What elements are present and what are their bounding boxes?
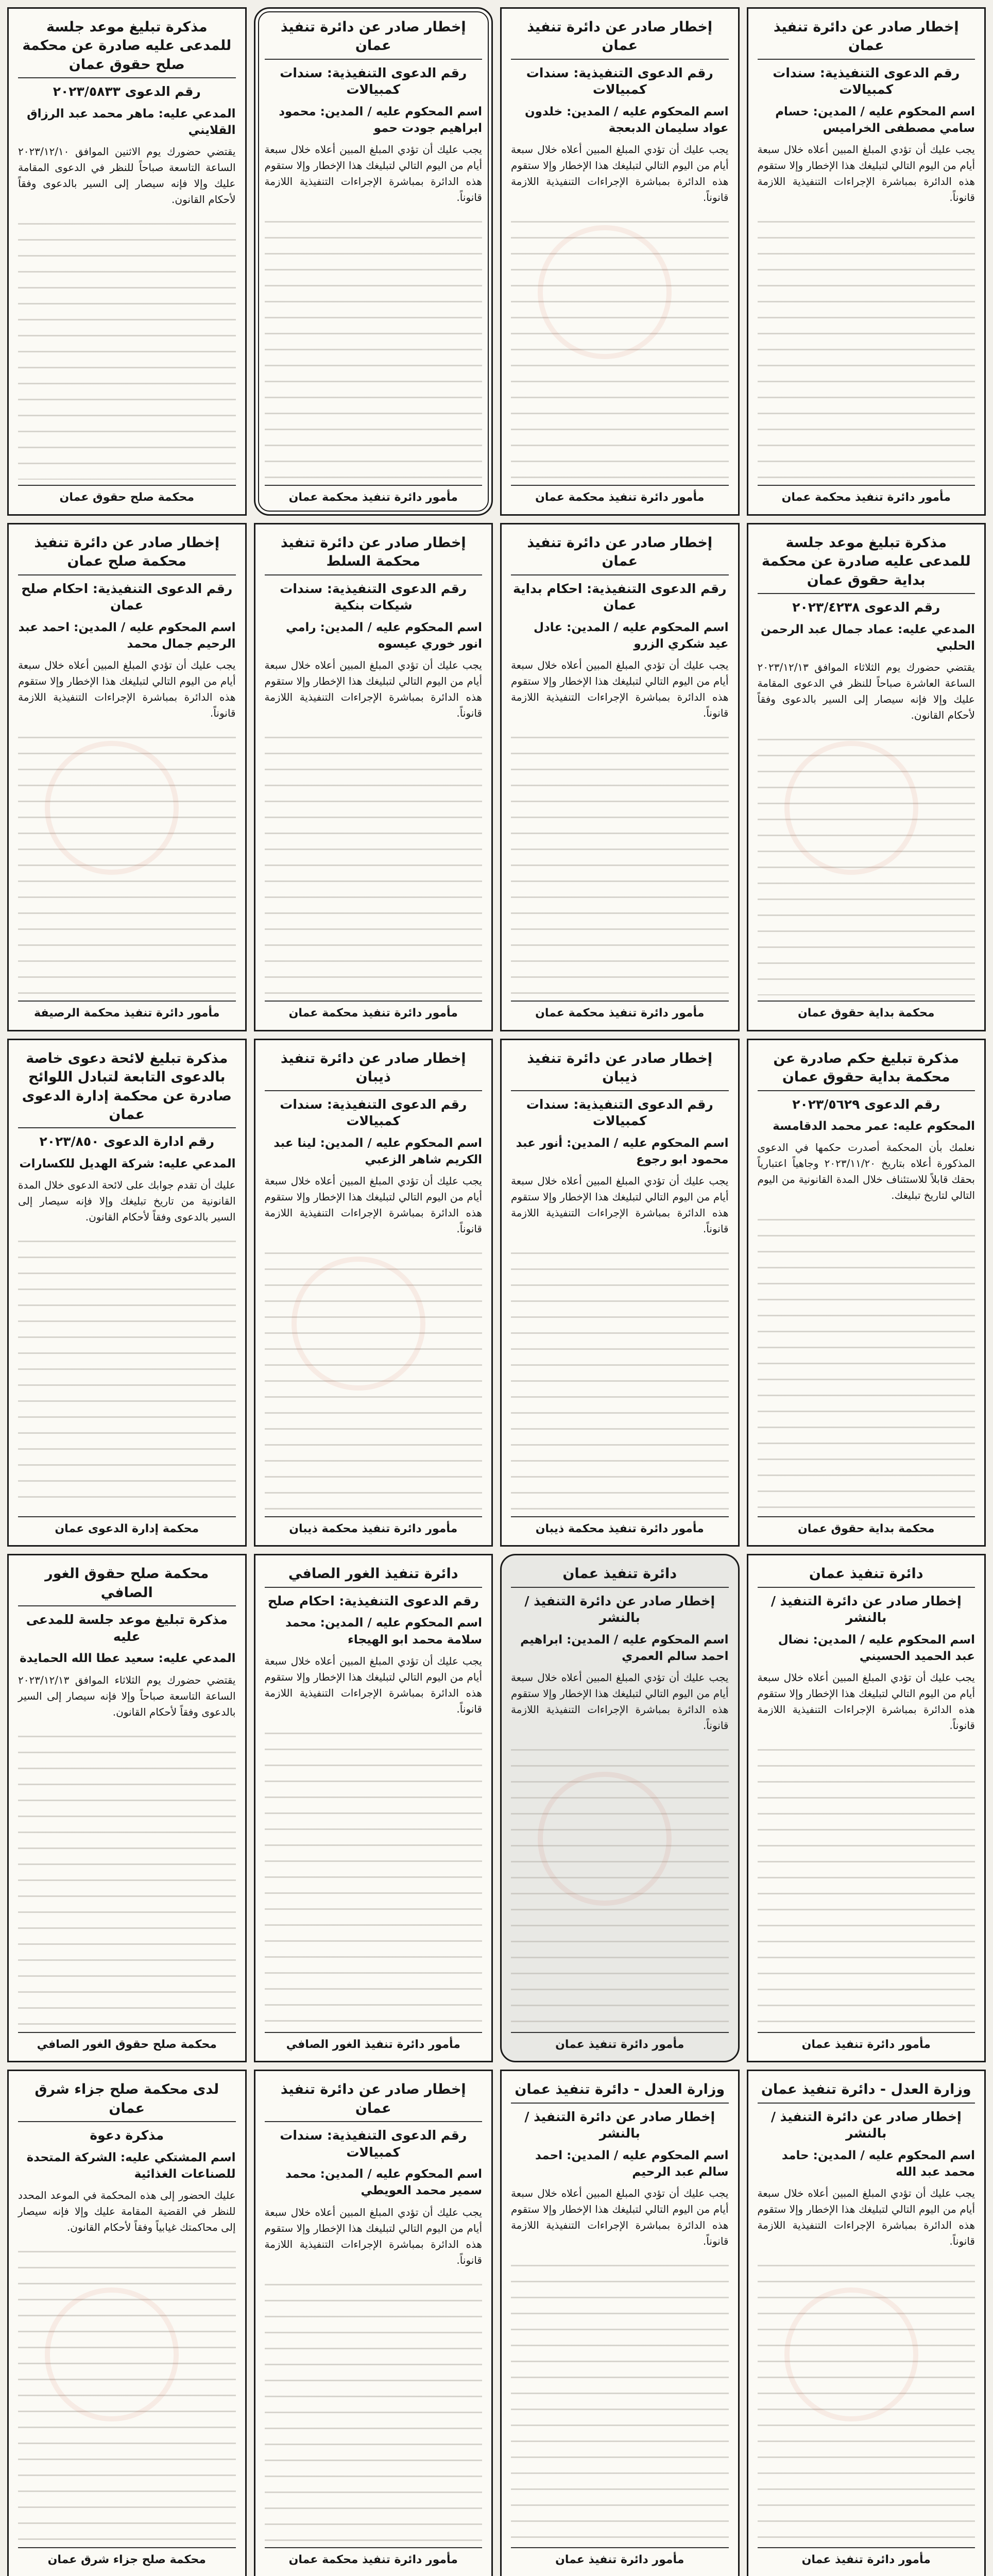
- notice-box: [7, 1039, 247, 1547]
- notice-ref: رقم الدعوى التنفيذية: سندات كمبيالات: [280, 65, 467, 97]
- notice-party: اسم المحكوم عليه / المدين: نضال عبد الحميد الحسيني: [778, 1633, 975, 1664]
- notice-box: [254, 1554, 493, 2062]
- notice-body: يجب عليك أن تؤدي المبلغ المبين أعلاه خلال سبعة أيام من اليوم التالي لتبليغك هذا الإخطار وإلا ستقوم هذه الدائرة بمباشرة الإجراءات التنفيذية اللازمة قانوناً.: [757, 1671, 975, 1732]
- notice-text-lines: [18, 1725, 236, 2027]
- notice-box: [500, 2070, 740, 2576]
- notice-box: [747, 523, 986, 1031]
- notice-body: عليك أن تقدم جوابك على لائحة الدعوى خلال المدة القانونية من تاريخ تبليغك وإلا فإنه سيصار إلى السير بالدعوى وفقاً لأحكام القانون.: [18, 1179, 236, 1224]
- notice-body: يجب عليك أن تؤدي المبلغ المبين أعلاه خلال سبعة أيام من اليوم التالي لتبليغك هذا الإخطار وإلا ستقوم هذه الدائرة بمباشرة الإجراءات التنفيذية اللازمة قانوناً.: [264, 1174, 482, 1235]
- notice-body: يقتضي حضورك يوم الثلاثاء الموافق ٢٠٢٣/١٢/١٣ الساعة التاسعة صباحاً وإلا فإنه سيصار إلى السير بالدعوى وفقاً لأحكام القانون.: [18, 1673, 236, 1718]
- notice-footer: محكمة بداية حقوق عمان: [758, 1001, 975, 1022]
- notice-title: إخطار صادر عن دائرة تنفيذ محكمة صلح عمان: [18, 534, 236, 575]
- notice-ref: رقم الدعوى التنفيذية: احكام بداية عمان: [512, 581, 727, 613]
- notice-text-lines: [265, 726, 483, 995]
- notice-ref: رقم الدعوى التنفيذية: سندات كمبيالات: [526, 1096, 713, 1129]
- notice-ref: رقم الدعوى التنفيذية: سندات شيكات بنكية: [280, 581, 467, 613]
- notice-footer: مأمور دائرة تنفيذ الغور الصافي: [265, 2032, 483, 2053]
- notice-text-lines: [511, 2255, 729, 2542]
- notice-party: اسم المحكوم عليه / المدين: محمود ابراهيم جودت حمو: [279, 105, 482, 135]
- notice-body: يجب عليك أن تؤدي المبلغ المبين أعلاه خلال سبعة أيام من اليوم التالي لتبليغك هذا الإخطار وإلا ستقوم هذه الدائرة بمباشرة الإجراءات التنفيذية اللازمة قانوناً.: [511, 1671, 729, 1732]
- notice-title: إخطار صادر عن دائرة تنفيذ محكمة السلط: [265, 534, 483, 575]
- notice-party: المدعي عليه: سعيد عطا الله الحمايدة: [20, 1652, 236, 1666]
- notice-text-lines: [511, 211, 729, 480]
- notice-text-lines: [18, 2241, 236, 2542]
- notice-footer: مأمور دائرة تنفيذ محكمة عمان: [265, 1001, 483, 1022]
- notice-body: يجب عليك أن تؤدي المبلغ المبين أعلاه خلال سبعة أيام من اليوم التالي لتبليغك هذا الإخطار وإلا ستقوم هذه الدائرة بمباشرة الإجراءات التنفيذية اللازمة قانوناً.: [511, 659, 729, 720]
- notice-body: يجب عليك أن تؤدي المبلغ المبين أعلاه خلال سبعة أيام من اليوم التالي لتبليغك هذا الإخطار وإلا ستقوم هذه الدائرة بمباشرة الإجراءات التنفيذية اللازمة قانوناً.: [18, 659, 236, 720]
- notice-box: [500, 7, 740, 516]
- notice-footer: محكمة صلح حقوق الغور الصافي: [18, 2032, 236, 2053]
- notice-text-lines: [18, 213, 236, 480]
- notice-body: يقتضي حضورك يوم الثلاثاء الموافق ٢٠٢٣/١٢/١٣ الساعة العاشرة صباحاً للنظر في الدعوى المقامة عليك وإلا فإنه سيصار إلى السير بالدعوى وفقاً لأحكام القانون.: [757, 661, 975, 722]
- notice-body: نعلمك بأن المحكمة أصدرت حكمها في الدعوى المذكورة أعلاه بتاريخ ٢٠٢٣/١١/٢٠ وجاهياً اعتبارياً بحقك قابلاً للاستئناف خلال المدة القانونية من اليوم التالي لتاريخ تبليغك.: [757, 1141, 975, 1202]
- notice-body: يجب عليك أن تؤدي المبلغ المبين أعلاه خلال سبعة أيام من اليوم التالي لتبليغك هذا الإخطار وإلا ستقوم هذه الدائرة بمباشرة الإجراءات التنفيذية اللازمة قانوناً.: [511, 143, 729, 204]
- notice-footer: محكمة صلح حقوق عمان: [18, 485, 236, 506]
- notice-footer: محكمة بداية حقوق عمان: [758, 1516, 975, 1537]
- notice-box: [500, 1039, 740, 1547]
- notice-footer: مأمور دائرة تنفيذ محكمة ذيبان: [511, 1516, 729, 1537]
- notice-title: إخطار صادر عن دائرة تنفيذ عمان: [511, 18, 729, 60]
- notice-party: اسم المحكوم عليه / المدين: محمد سلامة محمد ابو الهيجاء: [285, 1616, 482, 1647]
- notice-party: اسم المحكوم عليه / المدين: عادل عيد شكري الزرو: [534, 620, 729, 651]
- notice-footer: محكمة إدارة الدعوى عمان: [18, 1516, 236, 1537]
- notice-box: [254, 1039, 493, 1547]
- notice-title: وزارة العدل - دائرة تنفيذ عمان: [511, 2080, 729, 2103]
- notice-ref: إخطار صادر عن دائرة التنفيذ / بالنشر: [771, 1593, 962, 1625]
- notice-body: يجب عليك أن تؤدي المبلغ المبين أعلاه خلال سبعة أيام من اليوم التالي لتبليغك هذا الإخطار وإلا ستقوم هذه الدائرة بمباشرة الإجراءات التنفيذية اللازمة قانوناً.: [264, 1654, 482, 1715]
- notice-title: مذكرة تبليغ حكم صادرة عن محكمة بداية حقوق عمان: [758, 1049, 975, 1091]
- notice-ref: رقم الدعوى التنفيذية: سندات كمبيالات: [280, 2128, 467, 2160]
- notice-text-lines: [265, 211, 483, 480]
- notice-text-lines: [758, 2255, 975, 2542]
- notice-party: اسم المحكوم عليه / المدين: أنور عبد محمود ابو رجوع: [516, 1136, 729, 1166]
- notice-title: دائرة تنفيذ عمان: [511, 1565, 729, 1587]
- notice-ref: رقم الدعوى التنفيذية: سندات كمبيالات: [280, 1096, 467, 1129]
- notice-ref: رقم الدعوى التنفيذية: احكام صلح: [267, 1593, 479, 1608]
- notice-box: [747, 7, 986, 516]
- notice-footer: مأمور دائرة تنفيذ عمان: [511, 2032, 729, 2053]
- notice-title: لدى محكمة صلح جزاء شرق عمان: [18, 2080, 236, 2122]
- notice-party: المدعي عليه: شركة الهديل للكسارات: [19, 1157, 236, 1171]
- notice-title: إخطار صادر عن دائرة تنفيذ عمان: [758, 18, 975, 60]
- notice-text-lines: [265, 1722, 483, 2027]
- notice-footer: مأمور دائرة تنفيذ محكمة ذيبان: [265, 1516, 483, 1537]
- notice-body: يجب عليك أن تؤدي المبلغ المبين أعلاه خلال سبعة أيام من اليوم التالي لتبليغك هذا الإخطار وإلا ستقوم هذه الدائرة بمباشرة الإجراءات التنفيذية اللازمة قانوناً.: [264, 659, 482, 720]
- notice-footer: محكمة صلح جزاء شرق عمان: [18, 2547, 236, 2568]
- notice-text-lines: [511, 1739, 729, 2026]
- notice-body: عليك الحضور إلى هذه المحكمة في الموعد المحدد للنظر في القضية المقامة عليك وإلا فإنه سيصار إلى محاكمتك غيابياً وفقاً لأحكام القانون.: [18, 2189, 236, 2234]
- notice-footer: مأمور دائرة تنفيذ محكمة عمان: [511, 1001, 729, 1022]
- notice-title: مذكرة تبليغ موعد جلسة للمدعى عليه صادرة عن محكمة بداية حقوق عمان: [758, 534, 975, 594]
- notice-text-lines: [758, 728, 975, 995]
- notice-body: يجب عليك أن تؤدي المبلغ المبين أعلاه خلال سبعة أيام من اليوم التالي لتبليغك هذا الإخطار وإلا ستقوم هذه الدائرة بمباشرة الإجراءات التنفيذية اللازمة قانوناً.: [511, 1174, 729, 1235]
- notice-party: المحكوم عليه: عمر محمد الدقامسة: [773, 1120, 975, 1133]
- notice-party: اسم المحكوم عليه / المدين: خلدون عواد سليمان الدبعجة: [524, 105, 729, 135]
- notice-box: [500, 1554, 740, 2062]
- notice-box: [500, 523, 740, 1031]
- notice-title: إخطار صادر عن دائرة تنفيذ عمان: [511, 534, 729, 575]
- notice-footer: مأمور دائرة تنفيذ محكمة عمان: [758, 485, 975, 506]
- notice-party: المدعي عليه: عماد جمال عبد الرحمن الحلبي: [761, 622, 975, 653]
- notice-footer: مأمور دائرة تنفيذ محكمة عمان: [265, 2547, 483, 2568]
- notice-party: اسم المحكوم عليه / المدين: ابراهيم احمد سالم العمري: [520, 1633, 729, 1664]
- notice-title: إخطار صادر عن دائرة تنفيذ عمان: [265, 2080, 483, 2122]
- notice-ref: رقم ادارة الدعوى ٢٠٢٣/٨٥٠: [39, 1134, 215, 1149]
- notice-body: يجب عليك أن تؤدي المبلغ المبين أعلاه خلال سبعة أيام من اليوم التالي لتبليغك هذا الإخطار وإلا ستقوم هذه الدائرة بمباشرة الإجراءات التنفيذية اللازمة قانوناً.: [511, 2187, 729, 2248]
- notice-party: اسم المشتكي عليه: الشركة المتحدة للصناعات الغذائية: [26, 2150, 236, 2181]
- notice-party: اسم المحكوم عليه / المدين: حامد محمد عبد الله: [781, 2148, 975, 2179]
- notice-title: وزارة العدل - دائرة تنفيذ عمان: [758, 2080, 975, 2103]
- notice-text-lines: [511, 726, 729, 995]
- notice-text-lines: [511, 1242, 729, 1511]
- notices-page: [7, 7, 986, 2576]
- notice-text-lines: [758, 1739, 975, 2026]
- notice-ref: رقم الدعوى ٢٠٢٣/٥٨٣٣: [53, 84, 201, 99]
- notice-ref: إخطار صادر عن دائرة التنفيذ / بالنشر: [524, 1593, 715, 1625]
- notice-ref: رقم الدعوى التنفيذية: سندات كمبيالات: [773, 65, 960, 97]
- notice-text-lines: [18, 1230, 236, 1511]
- notice-party: اسم المحكوم عليه / المدين: احمد عبد الرحيم جمال محمد: [18, 620, 236, 651]
- notice-box: [254, 523, 493, 1031]
- notice-ref: رقم الدعوى ٢٠٢٣/٥٦٢٩: [792, 1096, 940, 1112]
- notice-ref: مذكرة دعوة: [90, 2128, 164, 2143]
- notice-party: اسم المحكوم عليه / المدين: محمد سمير محمد العويطي: [285, 2167, 482, 2198]
- notice-title: إخطار صادر عن دائرة تنفيذ عمان: [265, 18, 483, 60]
- notice-party: اسم المحكوم عليه / المدين: رامي انور خوري عيسوه: [286, 620, 482, 651]
- notice-footer: مأمور دائرة تنفيذ محكمة عمان: [265, 485, 483, 506]
- notice-box: [747, 1039, 986, 1547]
- notice-box: [7, 7, 247, 516]
- notice-title: إخطار صادر عن دائرة تنفيذ ذيبان: [265, 1049, 483, 1091]
- notice-body: يجب عليك أن تؤدي المبلغ المبين أعلاه خلال سبعة أيام من اليوم التالي لتبليغك هذا الإخطار وإلا ستقوم هذه الدائرة بمباشرة الإجراءات التنفيذية اللازمة قانوناً.: [264, 2206, 482, 2266]
- notice-footer: مأمور دائرة تنفيذ محكمة الرصيفة: [18, 1001, 236, 1022]
- notice-title: محكمة صلح حقوق الغور الصافي: [18, 1565, 236, 1606]
- notice-box: [7, 523, 247, 1031]
- notice-title: مذكرة تبليغ موعد جلسة للمدعى عليه صادرة عن محكمة صلح حقوق عمان: [18, 18, 236, 78]
- notice-footer: مأمور دائرة تنفيذ محكمة عمان: [511, 485, 729, 506]
- notice-ref: إخطار صادر عن دائرة التنفيذ / بالنشر: [524, 2109, 715, 2141]
- notice-body: يجب عليك أن تؤدي المبلغ المبين أعلاه خلال سبعة أيام من اليوم التالي لتبليغك هذا الإخطار وإلا ستقوم هذه الدائرة بمباشرة الإجراءات التنفيذية اللازمة قانوناً.: [264, 143, 482, 204]
- notice-text-lines: [265, 2274, 483, 2543]
- notice-box: [254, 2070, 493, 2576]
- notice-ref: رقم الدعوى التنفيذية: احكام صلح عمان: [21, 581, 233, 613]
- notice-title: دائرة تنفيذ الغور الصافي: [265, 1565, 483, 1587]
- notice-box: [747, 1554, 986, 2062]
- notice-text-lines: [265, 1242, 483, 1511]
- notice-ref: مذكرة تبليغ موعد جلسة للمدعى عليه: [26, 1612, 228, 1644]
- notice-box: [254, 7, 493, 516]
- notice-text-lines: [758, 211, 975, 480]
- notice-text-lines: [18, 726, 236, 995]
- notice-ref: رقم الدعوى ٢٠٢٣/٤٢٣٨: [792, 600, 940, 615]
- notice-box: [7, 2070, 247, 2576]
- notice-footer: مأمور دائرة تنفيذ عمان: [758, 2032, 975, 2053]
- notice-box: [7, 1554, 247, 2062]
- notice-party: اسم المحكوم عليه / المدين: حسام سامي مصطفى الخراميس: [775, 105, 975, 135]
- notice-party: اسم المحكوم عليه / المدين: لينا عبد الكريم شاهر الزعبي: [273, 1136, 482, 1166]
- notice-footer: مأمور دائرة تنفيذ عمان: [511, 2547, 729, 2568]
- notice-ref: رقم الدعوى التنفيذية: سندات كمبيالات: [526, 65, 713, 97]
- notice-ref: إخطار صادر عن دائرة التنفيذ / بالنشر: [771, 2109, 962, 2141]
- notice-title: إخطار صادر عن دائرة تنفيذ ذيبان: [511, 1049, 729, 1091]
- notice-party: اسم المحكوم عليه / المدين: احمد سالم عبد الرحيم: [535, 2148, 729, 2179]
- notice-body: يجب عليك أن تؤدي المبلغ المبين أعلاه خلال سبعة أيام من اليوم التالي لتبليغك هذا الإخطار وإلا ستقوم هذه الدائرة بمباشرة الإجراءات التنفيذية اللازمة قانوناً.: [757, 143, 975, 204]
- notice-box: [747, 2070, 986, 2576]
- notice-body: يجب عليك أن تؤدي المبلغ المبين أعلاه خلال سبعة أيام من اليوم التالي لتبليغك هذا الإخطار وإلا ستقوم هذه الدائرة بمباشرة الإجراءات التنفيذية اللازمة قانوناً.: [757, 2187, 975, 2248]
- notice-body: يقتضي حضورك يوم الاثنين الموافق ٢٠٢٣/١٢/١٠ الساعة التاسعة صباحاً للنظر في الدعوى المقامة عليك وإلا فإنه سيصار إلى السير بالدعوى وفقاً لأحكام القانون.: [18, 145, 236, 206]
- notice-party: المدعي عليه: ماهر محمد عبد الرزاق القلايني: [27, 107, 236, 137]
- notice-title: مذكرة تبليغ لائحة دعوى خاصة بالدعوى التابعة لتبادل اللوائح صادرة عن محكمة إدارة الدعوى عمان: [18, 1049, 236, 1129]
- notice-text-lines: [758, 1209, 975, 1511]
- notice-title: دائرة تنفيذ عمان: [758, 1565, 975, 1587]
- notice-footer: مأمور دائرة تنفيذ عمان: [758, 2547, 975, 2568]
